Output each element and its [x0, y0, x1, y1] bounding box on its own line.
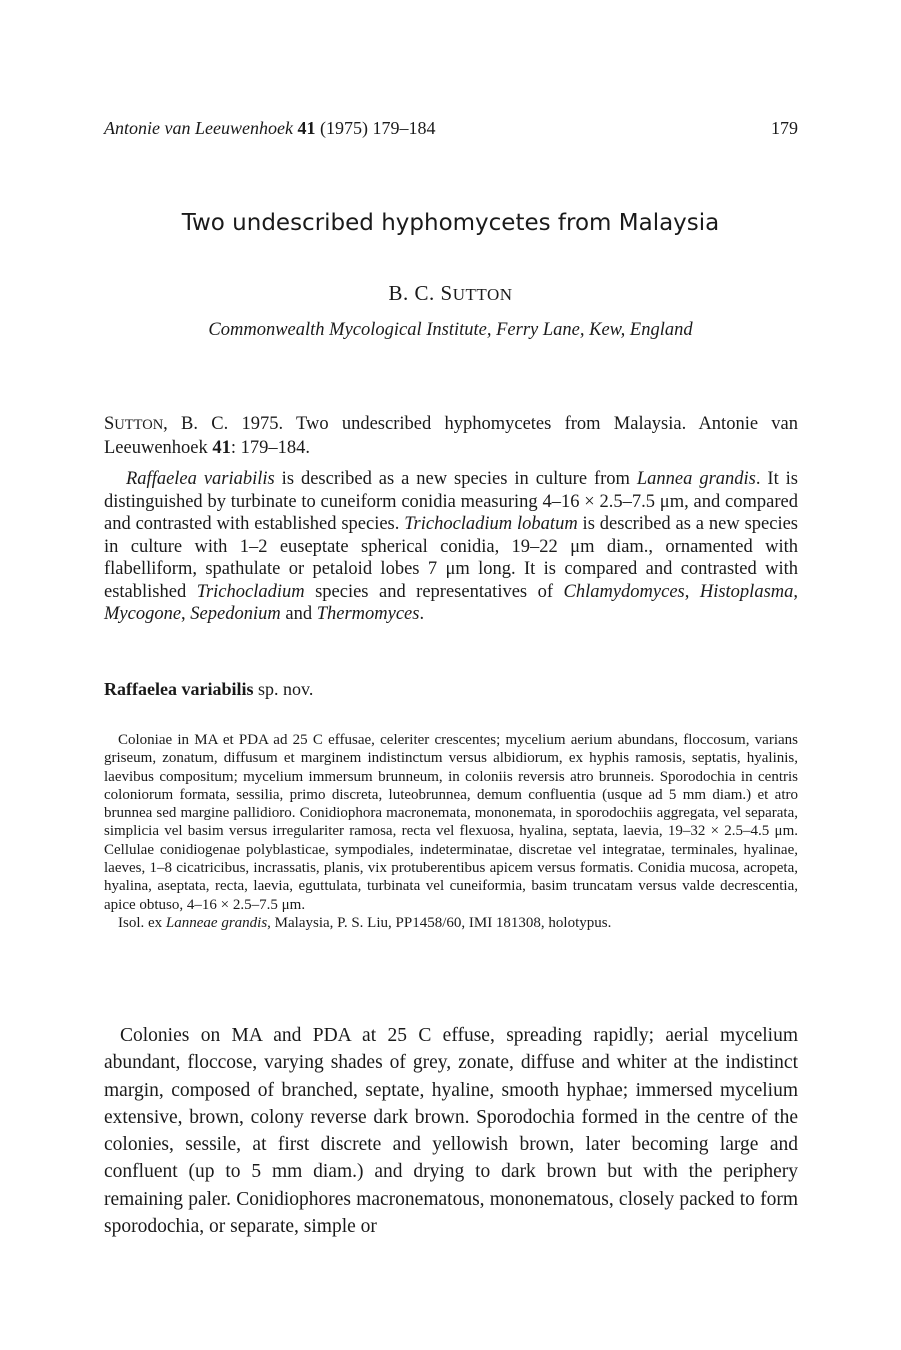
- isolation-record: [104, 914, 798, 932]
- isolation-host: Lanneae grandis: [165, 914, 268, 931]
- author-name: [0, 281, 901, 306]
- abstract-text: . It is distinguished by turbinate to cuneiform conidia measuring 4–16 × 2.5–7.5 μm, and compared and contrasted with established species.: [104, 469, 799, 534]
- species-heading-suffix: sp. nov.: [253, 679, 314, 699]
- host-name: Lannea grandis: [636, 469, 756, 489]
- article-title: Two undescribed hyphomycetes from Malaysia: [181, 210, 720, 236]
- author-surname-rest: UTTON: [452, 285, 513, 304]
- ref-surname-initial: S: [104, 414, 115, 434]
- abstract-text: is described as a new species in culture from: [274, 469, 637, 489]
- journal-citation: [104, 118, 435, 139]
- page-number: 179: [771, 118, 798, 138]
- author-initials: B. C.: [388, 281, 435, 305]
- species-heading: [104, 679, 313, 700]
- isolation-prefix: Isol. ex: [118, 914, 166, 931]
- journal-name: Antonie van Leeuwenhoek: [104, 118, 293, 138]
- genus-name: Chlamydomyces: [563, 581, 685, 602]
- running-header: [104, 118, 798, 142]
- abstract-text: species and representatives of: [304, 581, 564, 602]
- ref-pages: : 179–184.: [230, 437, 311, 458]
- journal-year-pages: (1975) 179–184: [319, 118, 436, 138]
- ref-volume: 41: [212, 437, 231, 458]
- latin-diagnosis: [104, 731, 798, 932]
- ref-text: , B. C. 1975. Two undescribed hyphomycetes from Malaysia. Antonie van Leeuwenhoek: [104, 414, 798, 458]
- separator: and: [280, 604, 317, 624]
- author-affiliation: Commonwealth Mycological Institute, Ferry Lane, Kew, England: [208, 320, 693, 340]
- abstract-text: is described as a new species in culture with 1–2 euseptate spherical conidia, 19–22 μm diam., ornamented with flabelliform, spathulate or petaloid lobes 7 μm long. It is compared and contrasted with established: [104, 514, 799, 602]
- genus-name: Mycogone: [104, 604, 182, 624]
- abstract-body: [104, 468, 798, 626]
- genus-name: Thermomyces: [316, 604, 420, 624]
- ref-surname-rest: UTTON: [114, 417, 164, 433]
- isolation-details: , Malaysia, P. S. Liu, PP1458/60, IMI 181308, holotypus.: [267, 914, 612, 931]
- species-name: Raffaelea variabilis: [126, 469, 275, 489]
- separator: .: [419, 604, 425, 624]
- abstract-reference: [104, 413, 798, 459]
- separator: ,: [181, 604, 191, 624]
- latin-description: Coloniae in MA et PDA ad 25 C effusae, celeriter crescentes; mycelium aerium abundans, floccosum, varians griseum, zonatum, diffusum et marginem indistinctum versus albidiorum, ex hyphis ramosis, septatis, hyalinis, laevibus compositum; mycelium immersum brunneum, in coloniis reversis atro brunneis. Sporodochia in centris coloniorum formata, sessilia, primo discreta, luteobrunnea, demum confluentia (usque ad 5 mm diam.) et atro brunnea sed margine pallidioro. Conidiophora macronemata, mononemata, in sporodochiis aggregata, vel separata, simplicia vel basim versus irregulariter ramosa, recta vel flexuosa, hyalina, septata, laevia, 19–32 × 2.5–4.5 μm. Cellulae conidiogenae polyblasticae, sympodiales, indeterminatae, discretae vel integratae, terminales, hyalinae, laeves, 1–8 cicatricibus, incrassatis, planis, vix protuberentibus apicem versus formatis. Conidia mucosa, acropeta, hyalina, aseptata, recta, laevia, eguttulata, turbinata vel cuneiformia, basim truncatam versus valde decrescentia, apice obtuso, 4–16 × 2.5–7.5 μm.: [104, 732, 798, 913]
- separator: ,: [684, 581, 700, 602]
- genus-name: Sepedonium: [190, 604, 281, 624]
- genus-name: Histoplasma: [699, 581, 794, 602]
- species-name: Trichocladium lobatum: [404, 514, 578, 534]
- species-heading-name: Raffaelea variabilis: [104, 679, 254, 699]
- separator: ,: [793, 581, 799, 602]
- english-description: [104, 1022, 798, 1240]
- english-paragraph: Colonies on MA and PDA at 25 C effuse, spreading rapidly; aerial mycelium abundant, floccose, varying shades of grey, zonate, diffuse and whiter at the indistinct margin, composed of branched, septate, hyaline, smooth hyphae; immersed mycelium extensive, brown, colony reverse dark brown. Sporodochia formed in the centre of the colonies, sessile, at first discrete and yellowish brown, later becoming large and confluent (up to 5 mm diam.) and drying to dark brown but with the periphery remaining paler. Conidiophores macronematous, mononematous, closely packed to form sporodochia, or separate, simple or: [104, 1025, 798, 1238]
- genus-name: Trichocladium: [196, 581, 305, 602]
- author-surname-initial: S: [440, 281, 453, 305]
- abstract: [104, 413, 798, 626]
- journal-volume: 41: [297, 118, 316, 138]
